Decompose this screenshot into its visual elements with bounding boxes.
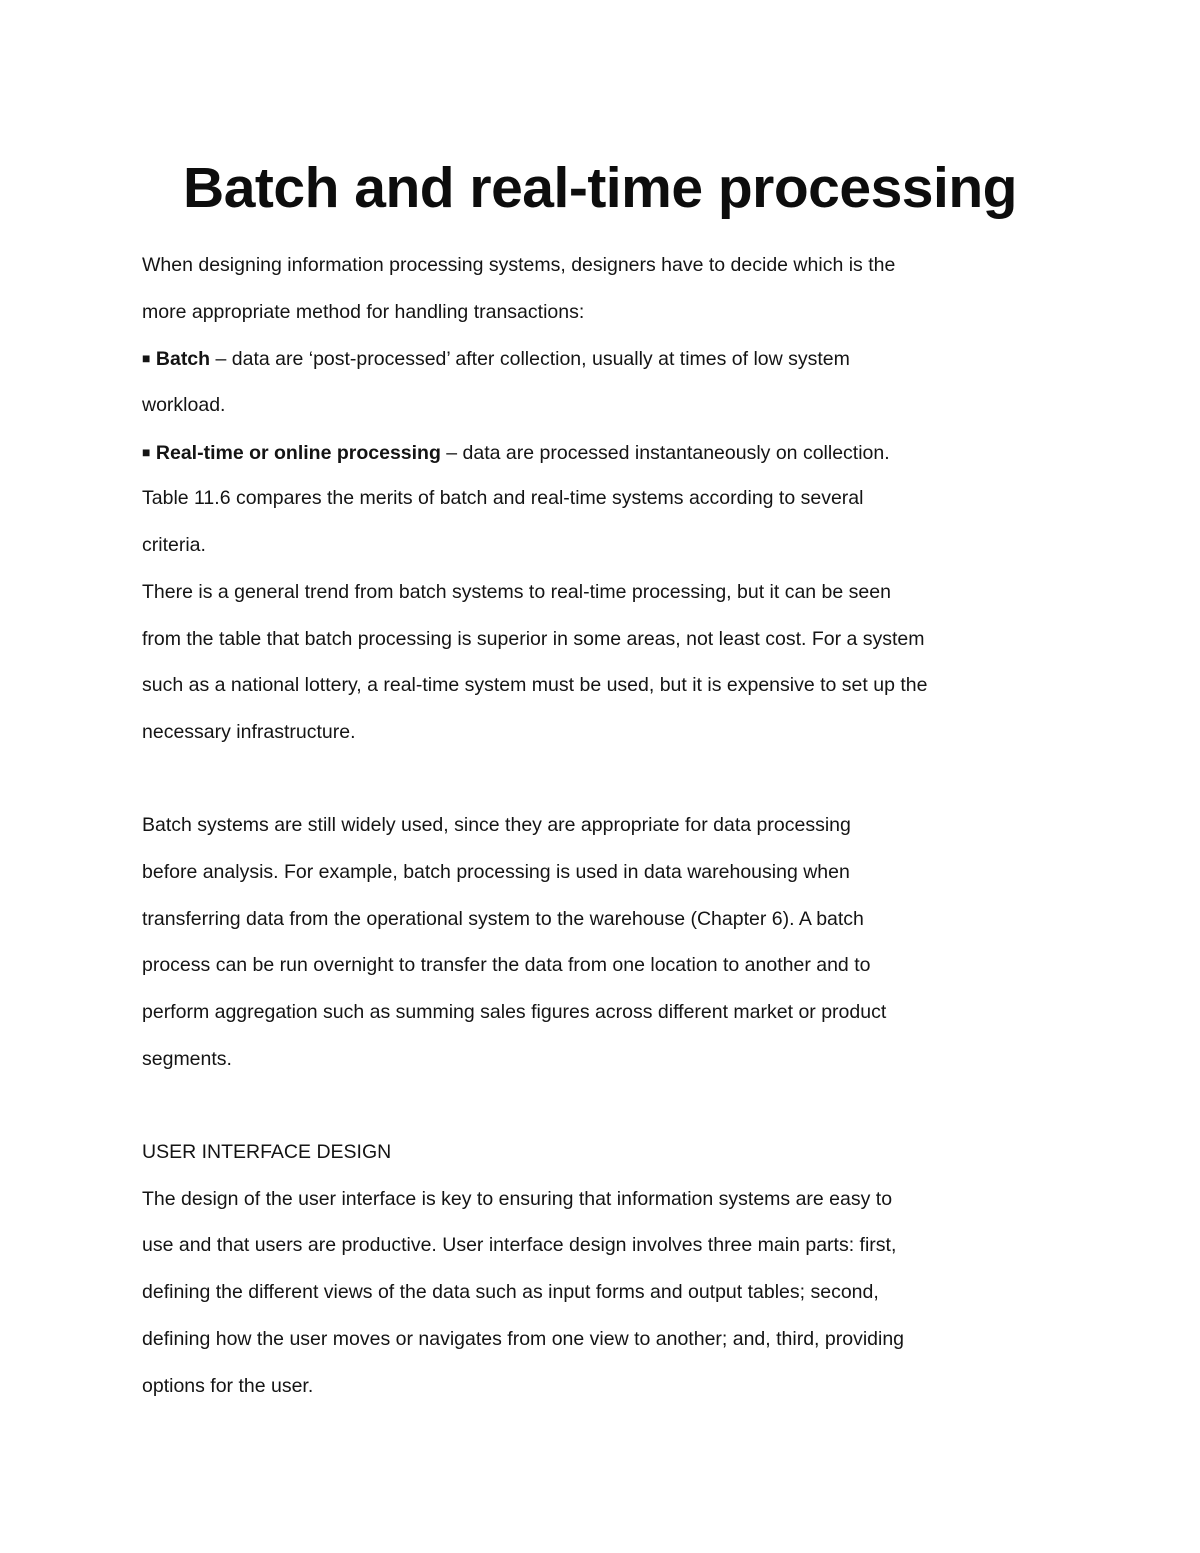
paragraph-line: from the table that batch processing is superior in some areas, not least cost. For a system bbox=[142, 627, 925, 650]
bullet-term: Real-time or online processing bbox=[155, 441, 441, 464]
paragraph-line: such as a national lottery, a real-time system must be used, but it is expensive to set up the bbox=[142, 674, 928, 697]
bullet-item-real-time bbox=[142, 429, 1042, 476]
paragraph-line: necessary infrastructure. bbox=[142, 720, 356, 743]
paragraph-line: before analysis. For example, batch processing is used in data warehousing when bbox=[142, 860, 850, 883]
bullet-square-icon: ■ bbox=[142, 443, 151, 460]
paragraph-line: Batch systems are still widely used, since they are appropriate for data processing bbox=[142, 814, 851, 837]
bullet-continuation: workload. bbox=[142, 394, 226, 417]
paragraph-line: perform aggregation such as summing sales figures across different market or product bbox=[142, 1001, 887, 1023]
paragraph-spacer bbox=[142, 1082, 1042, 1129]
bullet-item-batch bbox=[142, 335, 1042, 382]
paragraph-line: There is a general trend from batch systems to real-time processing, but it can be seen bbox=[142, 580, 891, 603]
bullet-text: – data are ‘post-processed’ after collection, usually at times of low system bbox=[210, 348, 850, 371]
intro-line: When designing information processing systems, designers have to decide which is the bbox=[142, 254, 896, 276]
paragraph-line: Table 11.6 compares the merits of batch and real-time systems according to several bbox=[142, 487, 864, 510]
paragraph-line: criteria. bbox=[142, 534, 206, 557]
paragraph-line: options for the user. bbox=[142, 1374, 314, 1397]
paragraph-line: use and that users are productive. User interface design involves three main parts: first, bbox=[142, 1234, 897, 1257]
bullet-text: – data are processed instantaneously on collection. bbox=[440, 441, 890, 464]
section-heading: USER INTERFACE DESIGN bbox=[142, 1141, 392, 1164]
bullet-square-icon: ■ bbox=[142, 350, 151, 367]
paragraph-line: process can be run overnight to transfer the data from one location to another and to bbox=[142, 954, 871, 977]
paragraph-spacer bbox=[142, 756, 1042, 803]
paragraph-line: defining the different views of the data such as input forms and output tables; second, bbox=[142, 1281, 879, 1304]
paragraph-line: defining how the user moves or navigates from one view to another; and, third, providing bbox=[142, 1327, 905, 1350]
document-body bbox=[142, 242, 1042, 1409]
paragraph-line: segments. bbox=[142, 1047, 232, 1070]
page-title: Batch and real-time processing bbox=[183, 156, 1017, 220]
paragraph-line: transferring data from the operational system to the warehouse (Chapter 6). A batch bbox=[142, 907, 864, 930]
intro-line: more appropriate method for handling transactions: bbox=[142, 300, 585, 323]
paragraph-line: The design of the user interface is key to ensuring that information systems are easy to bbox=[142, 1187, 893, 1210]
bullet-term: Batch bbox=[155, 348, 211, 371]
